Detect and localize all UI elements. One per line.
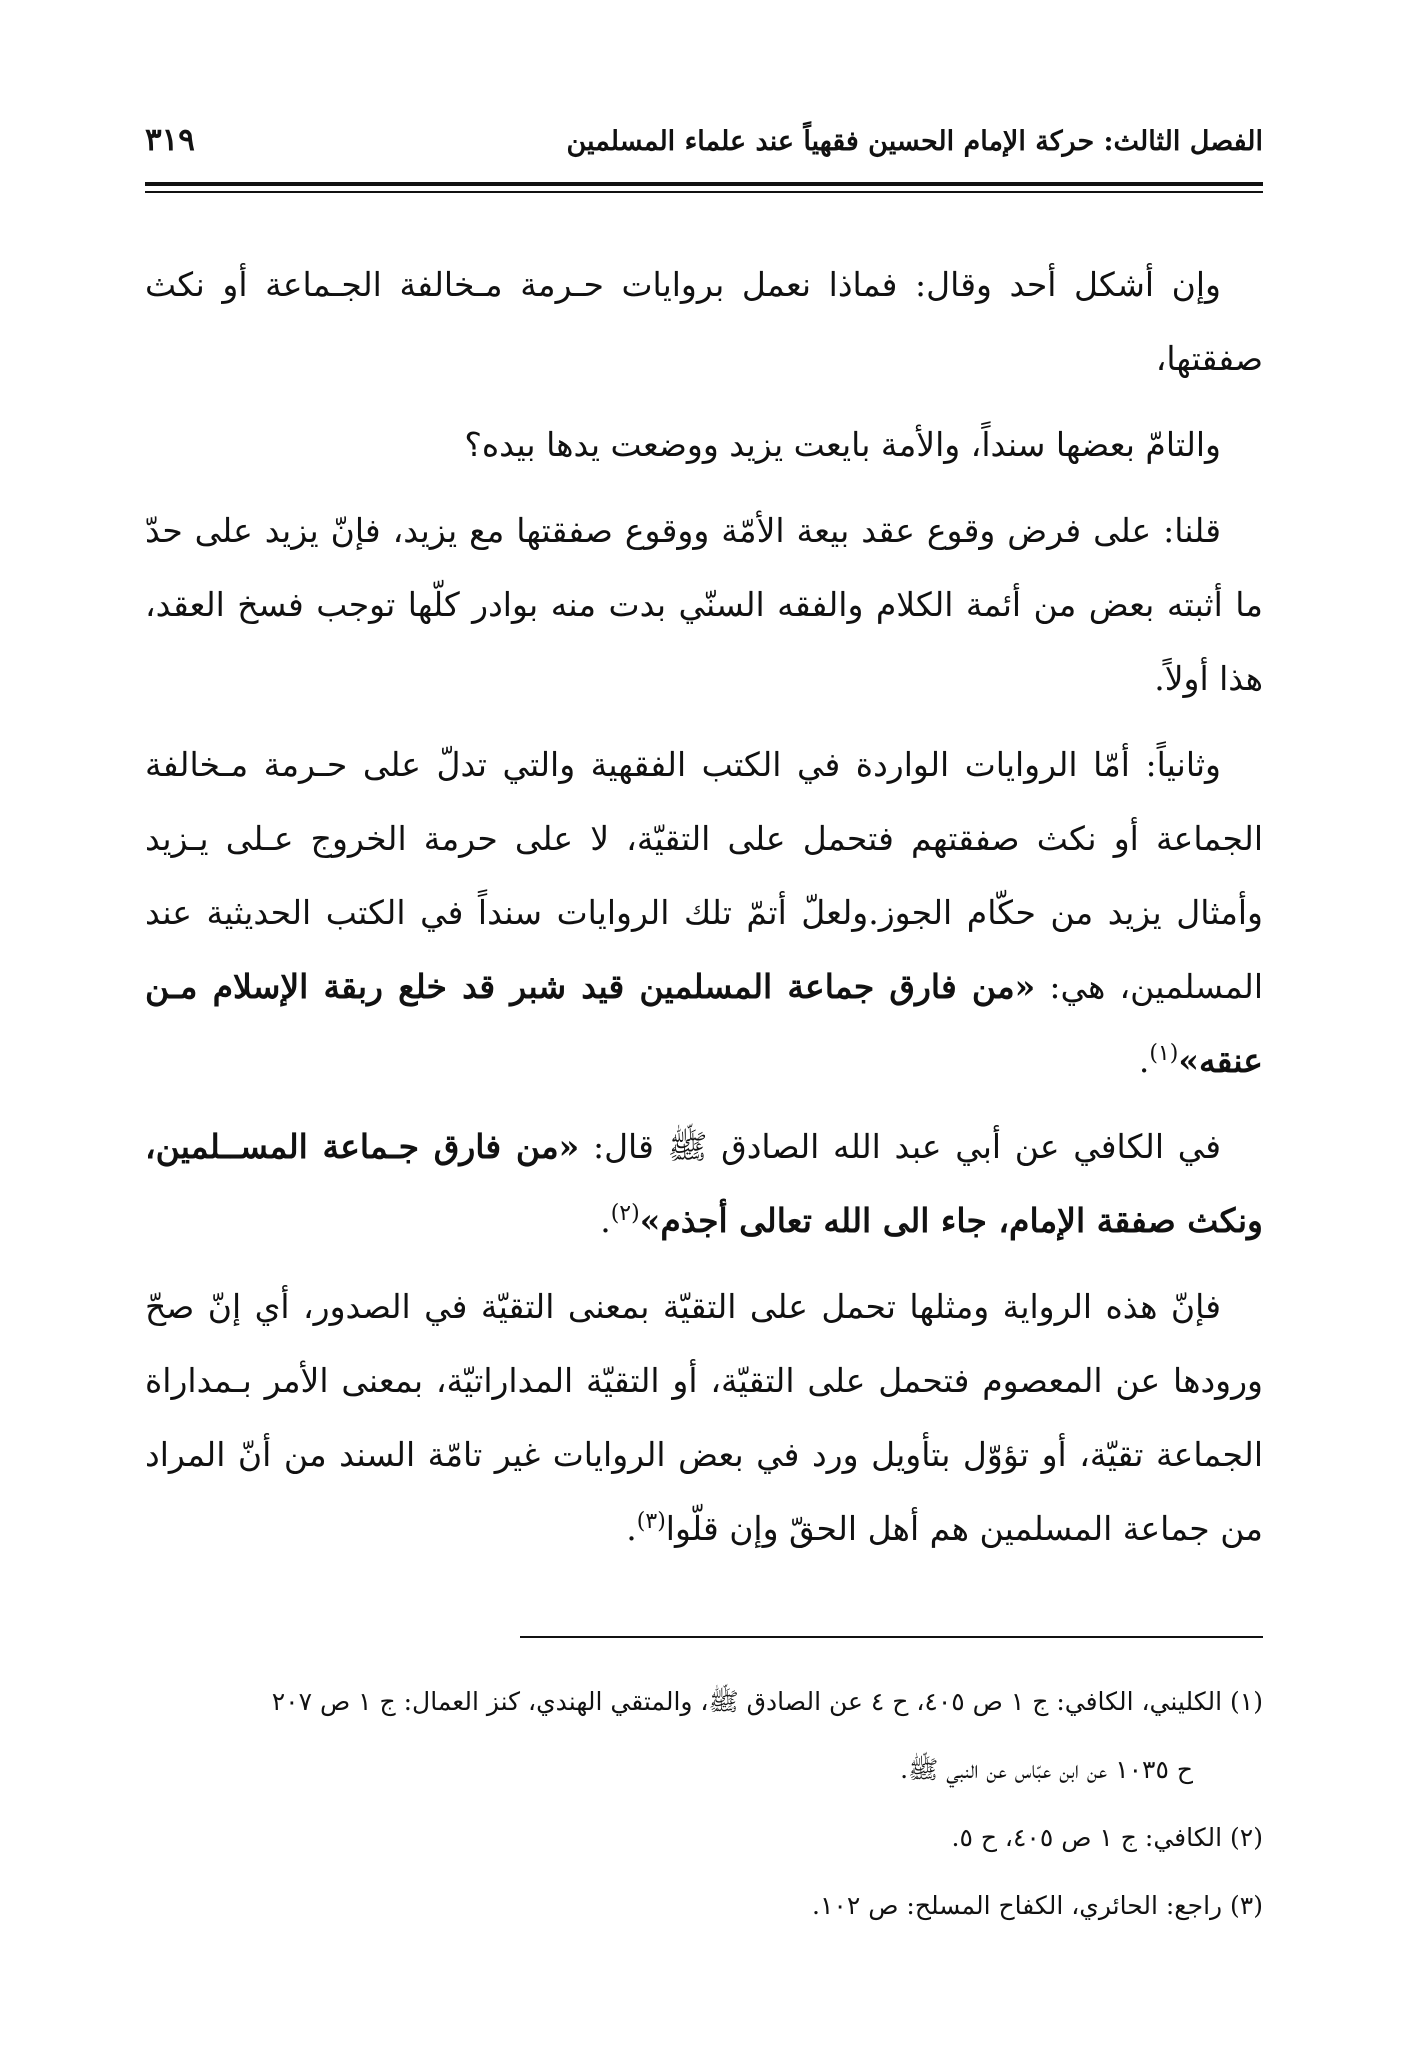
footnote-3: (٣) راجع: الحائري، الكفاح المسلح: ص ١٠٢. [812,1891,1263,1920]
footnote-separator [520,1636,1263,1638]
paragraph-2: والتامّ بعضها سنداً، والأمة بايعت يزيد ووضعت يدها بيده؟ [464,425,1221,464]
chapter-title: الفصل الثالث: حركة الإمام الحسين فقهياً عند علماء المسلمين [566,126,1263,157]
footnote-ref-2[interactable]: (٢) [610,1201,640,1226]
running-header [145,118,1263,174]
paragraph-4-text: وثانياً: أمّا الروايات الواردة في الكتب الفقهية والتي تدلّ على حـرمة مـخالفة الجماعة أو نكث صفقتهم فتحمل على التقيّة، لا على حرمة الخروج عـلى يـزيد وأمثال يزيد من حكّام الجوز.ولعلّ أتمّ تلك الروايات سنداً في الكتب الحديثية عند المسلمين، هي: [145,745,1263,1006]
footnote-2: (٢) الكافي: ج ١ ص ٤٠٥، ح ٥. [951,1823,1263,1852]
hadith-quote-1: «من فارق جماعة المسلمين قيد شبر قد خلع ربقة الإسلام مـن عنقه» [145,967,1263,1080]
footnote-1: (١) الكليني، الكافي: ج ١ ص ٤٠٥، ح ٤ عن الصادق ﷺ، والمتقي الهندي، كنز العمال: ج ١ ص ٢٠٧ [271,1687,1263,1716]
paragraph-3: قلنا: على فرض وقوع عقد بيعة الأمّة ووقوع صفقتها مع يزيد، فإنّ يزيد على حدّ ما أثبته بعض من أئمة الكلام والفقه السنّي بدت منه بوادر كلّها توجب فسخ العقد، هذا أولاً. [145,511,1263,698]
footnote-ref-1[interactable]: (١) [1149,1041,1179,1066]
footnote-ref-3[interactable]: (٣) [636,1509,666,1534]
paragraph-6-text: فإنّ هذه الرواية ومثلها تحمل على التقيّة بمعنى التقيّة في الصدور، أي إنّ صحّ ورودها عن المعصوم فتحمل على التقيّة، أو التقيّة المداراتيّة، بمعنى الأمر بـمداراة الجماعة تقيّة، أو تؤوّل بتأويل ورد في بعض الروايات غير تامّة السند من أنّ المراد من جماعة المسلمين هم أهل الحقّ وإن قلّوا [145,1287,1263,1548]
header-rule-thick [145,182,1263,186]
header-rule-thin [145,191,1263,193]
footnotes [145,1668,1263,1940]
paragraph-6-end: . [626,1509,637,1548]
page-number: ٣١٩ [145,122,195,158]
hadith-quote-2: «من فارق جـماعة المســلمين، ونكث صفقة الإمام، جاء الى الله تعالى أجذم» [145,1127,1263,1240]
paragraph-4 [145,728,1263,1098]
paragraph-6 [145,1270,1263,1566]
main-text [145,248,1263,1578]
paragraph-5-text: في الكافي عن أبي عبد الله الصادق ﷺ قال: [579,1127,1222,1166]
paragraph-4-end: . [1138,1041,1150,1080]
footnote-1-continuation: ح ١٠٣٥ عن ابن عبّاس عن النبي ﷺ. [900,1755,1193,1784]
paragraph-5 [145,1110,1263,1258]
paragraph-1: وإن أشكل أحد وقال: فماذا نعمل بروايات حـرمة مـخالفة الجـماعة أو نكث صفقتها، [145,265,1263,378]
paragraph-5-end: . [600,1201,611,1240]
